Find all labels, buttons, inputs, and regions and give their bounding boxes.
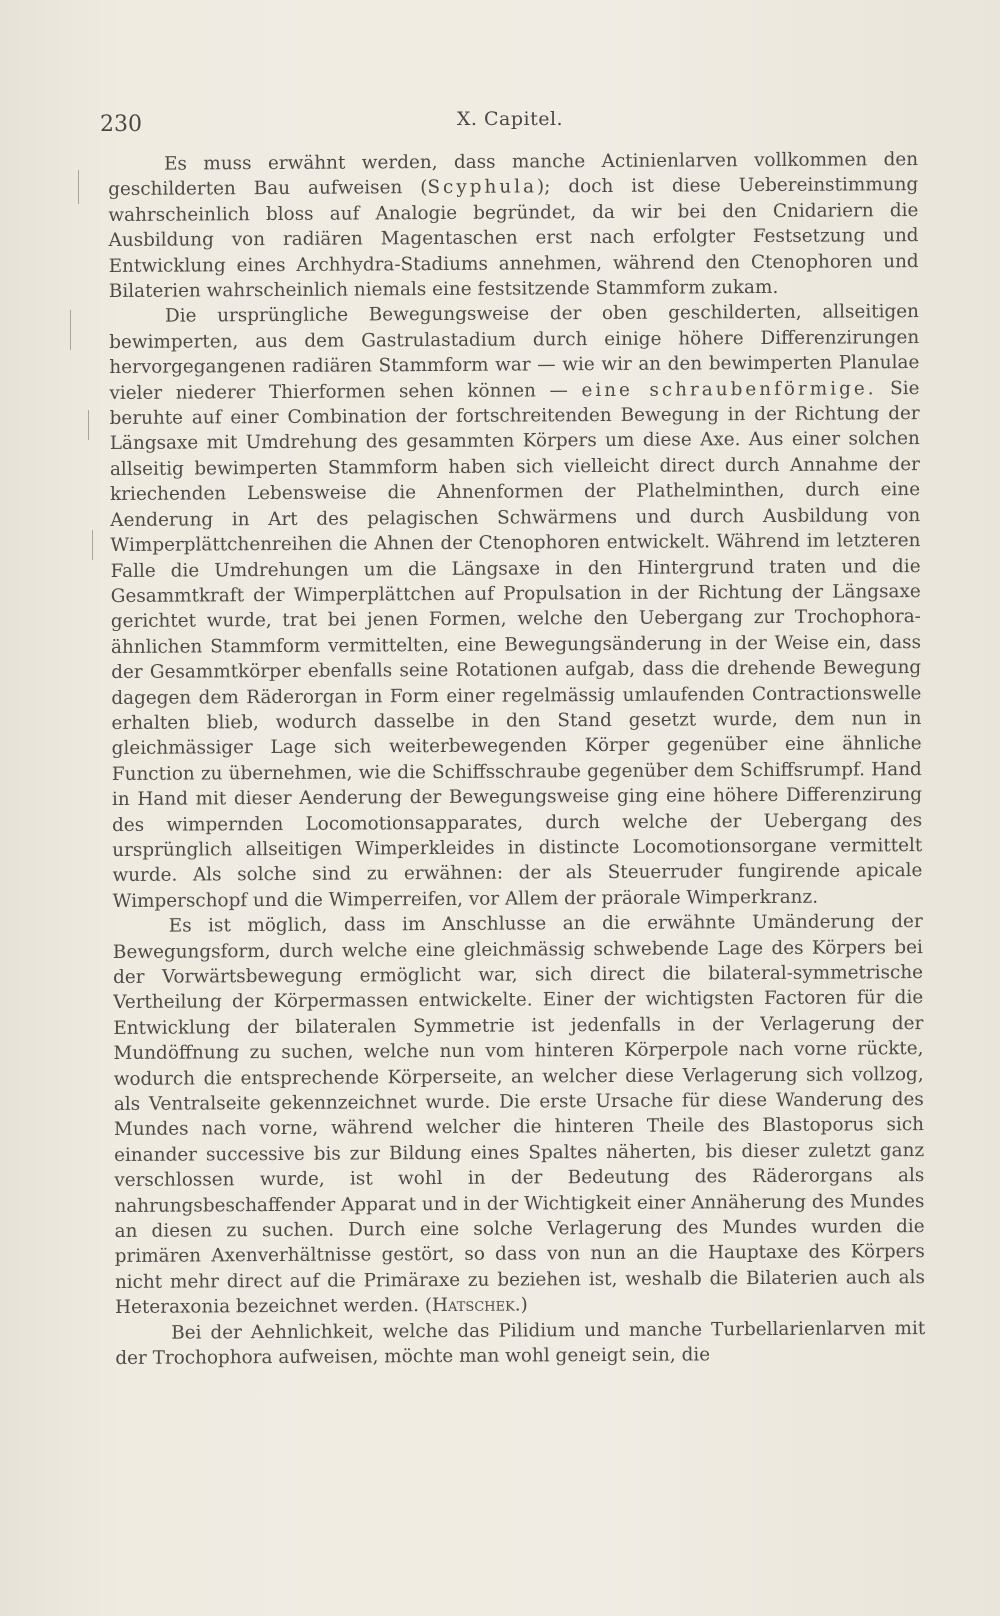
page-header bbox=[100, 108, 920, 148]
text-segment: Sie beruhte auf einer Combination der fortschreitenden Bewegung in der Richtung der Längsaxe mit Umdrehung des gesammten Körpers um diese Axe. Aus einer solchen allseitig bewimperten Stammform haben sich vielleicht direct durch Annahme der kriechenden Lebensweise die Ahnenformen der Plathelminthen, durch eine Aenderung in Art des pelagischen Schwärmens und durch Ausbildung von Wimperplättchenreihen die Ahnen der Ctenophoren entwickelt. Während im letzteren Falle die Umdrehungen um die Längsaxe in den Hintergrund traten und die Gesammtkraft der Wimperplättchen auf Propulsation in der Richtung der Längsaxe gerichtet wurde, trat bei jenen Formen, welche den Uebergang zur Trochophora-ähnlichen Stammform vermittelten, eine Bewegungsänderung in der Weise ein, dass der Gesammtkörper ebenfalls seine Rotationen aufgab, dass die drehende Bewegung dagegen dem Räderorgan in Form einer regelmässig umlaufenden Contractionswelle erhalten blieb, wodurch dasselbe in den Stand gesetzt wurde, dem nun in gleichmässiger Lage sich weiterbewegenden Körper gegenüber eine ähnliche Function zu übernehmen, wie die Schiffsschraube gegenüber dem Schiffsrumpf. Hand in Hand mit dieser Aenderung der Bewegungsweise ging eine höhere Differenzirung des wimpernden Locomotionsapparates, durch welche der Uebergang des ursprünglich allseitigen Wimperkleides in distincte Locomotionsorgane vermittelt wurde. Als solche sind zu erwähnen: der als Steuerruder fungirende apicale Wimperschopf und die Wimperreifen, vor Allem der präorale Wimperkranz. bbox=[109, 377, 923, 912]
text-segment: Es ist möglich, dass im Anschlusse an die erwähnte Umänderung der Bewegungsform, durch welche eine gleichmässig schwebende Lage des Körpers bei der Vorwärtsbewegung ermöglicht war, sich direct die bilateral-symmetrische Vertheilung der Körpermassen entwickelte. Einer der wichtigsten Factoren für die Entwicklung der bilateralen Symmetrie ist jedenfalls in der Verlagerung der Mundöffnung zu suchen, welche nun vom hinteren Körperpole nach vorne rückte, wodurch die entsprechende Körperseite, an welcher diese Verlagerung sich vollzog, als Ventralseite gekennzeichnet wurde. Die erste Ursache für diese Wanderung des Mundes nach vorne, während welcher die hinteren Theile des Blastoporus sich einander successive bis zur Bildung eines Spaltes näherten, bis dieser zuletzt ganz verschlossen wurde, ist wohl in der Bedeutung des Räderorgans als nahrungsbeschaffender Apparat und in der Wichtigkeit einer Annäherung des Mundes an diesen zu suchen. Durch eine solche Verlagerung des Mundes wurden die primären Axenverhältnisse gestört, so dass von nun an die Hauptaxe des Körpers nicht mehr direct auf die Primäraxe zu beziehen ist, weshalb die Bilaterien auch als Heteraxonia bezeichnet werden. ( bbox=[112, 911, 925, 1319]
margin-pencil-marks bbox=[70, 170, 100, 570]
text-segment: Die ursprüngliche Bewegungsweise der oben geschilderten, allseitigen bewimperten, aus dem Gastrulastadium durch einige höhere Differenzirungen hervorgegangenen radiären Stammform war — wie wir an den bewimperten Planulae vieler niederer Thierformen sehen können — bbox=[109, 301, 920, 404]
text-segment: ) bbox=[520, 1294, 528, 1316]
text-segment: Es muss erwähnt werden, dass manche Actinienlarven vollkommen den geschilderten Bau aufweisen ( bbox=[108, 149, 919, 201]
text-segment: Bei der Aehnlichkeit, welche das Pilidium und manche Turbellarienlarven mit der Trochophora aufweisen, möchte man wohl geneigt sein, die bbox=[115, 1317, 926, 1370]
paragraph bbox=[115, 1316, 925, 1372]
paragraph bbox=[113, 909, 925, 1320]
page-number: 230 bbox=[100, 112, 142, 137]
author-citation: Hatschek. bbox=[431, 1294, 521, 1317]
running-head: X. Capitel. bbox=[456, 108, 564, 130]
text-segment: ); doch ist diese Uebereinstimmung wahrscheinlich bloss auf Analogie begründet, da wir bei den Cnidariern die Ausbildung von radiären Magentaschen erst nach erfolgter Festsetzung und Entwicklung eines Archhydra-Stadiums annehmen, während den Ctenophoren und Bilaterien wahrscheinlich niemals eine festsitzende Stammform zukam. bbox=[108, 174, 919, 303]
emphasis-spaced-text: Scyphula bbox=[427, 176, 538, 199]
body-text bbox=[108, 147, 925, 1371]
emphasis-spaced-text: eine schraubenförmige. bbox=[581, 377, 877, 401]
paragraph bbox=[109, 299, 923, 914]
paragraph bbox=[108, 147, 919, 304]
